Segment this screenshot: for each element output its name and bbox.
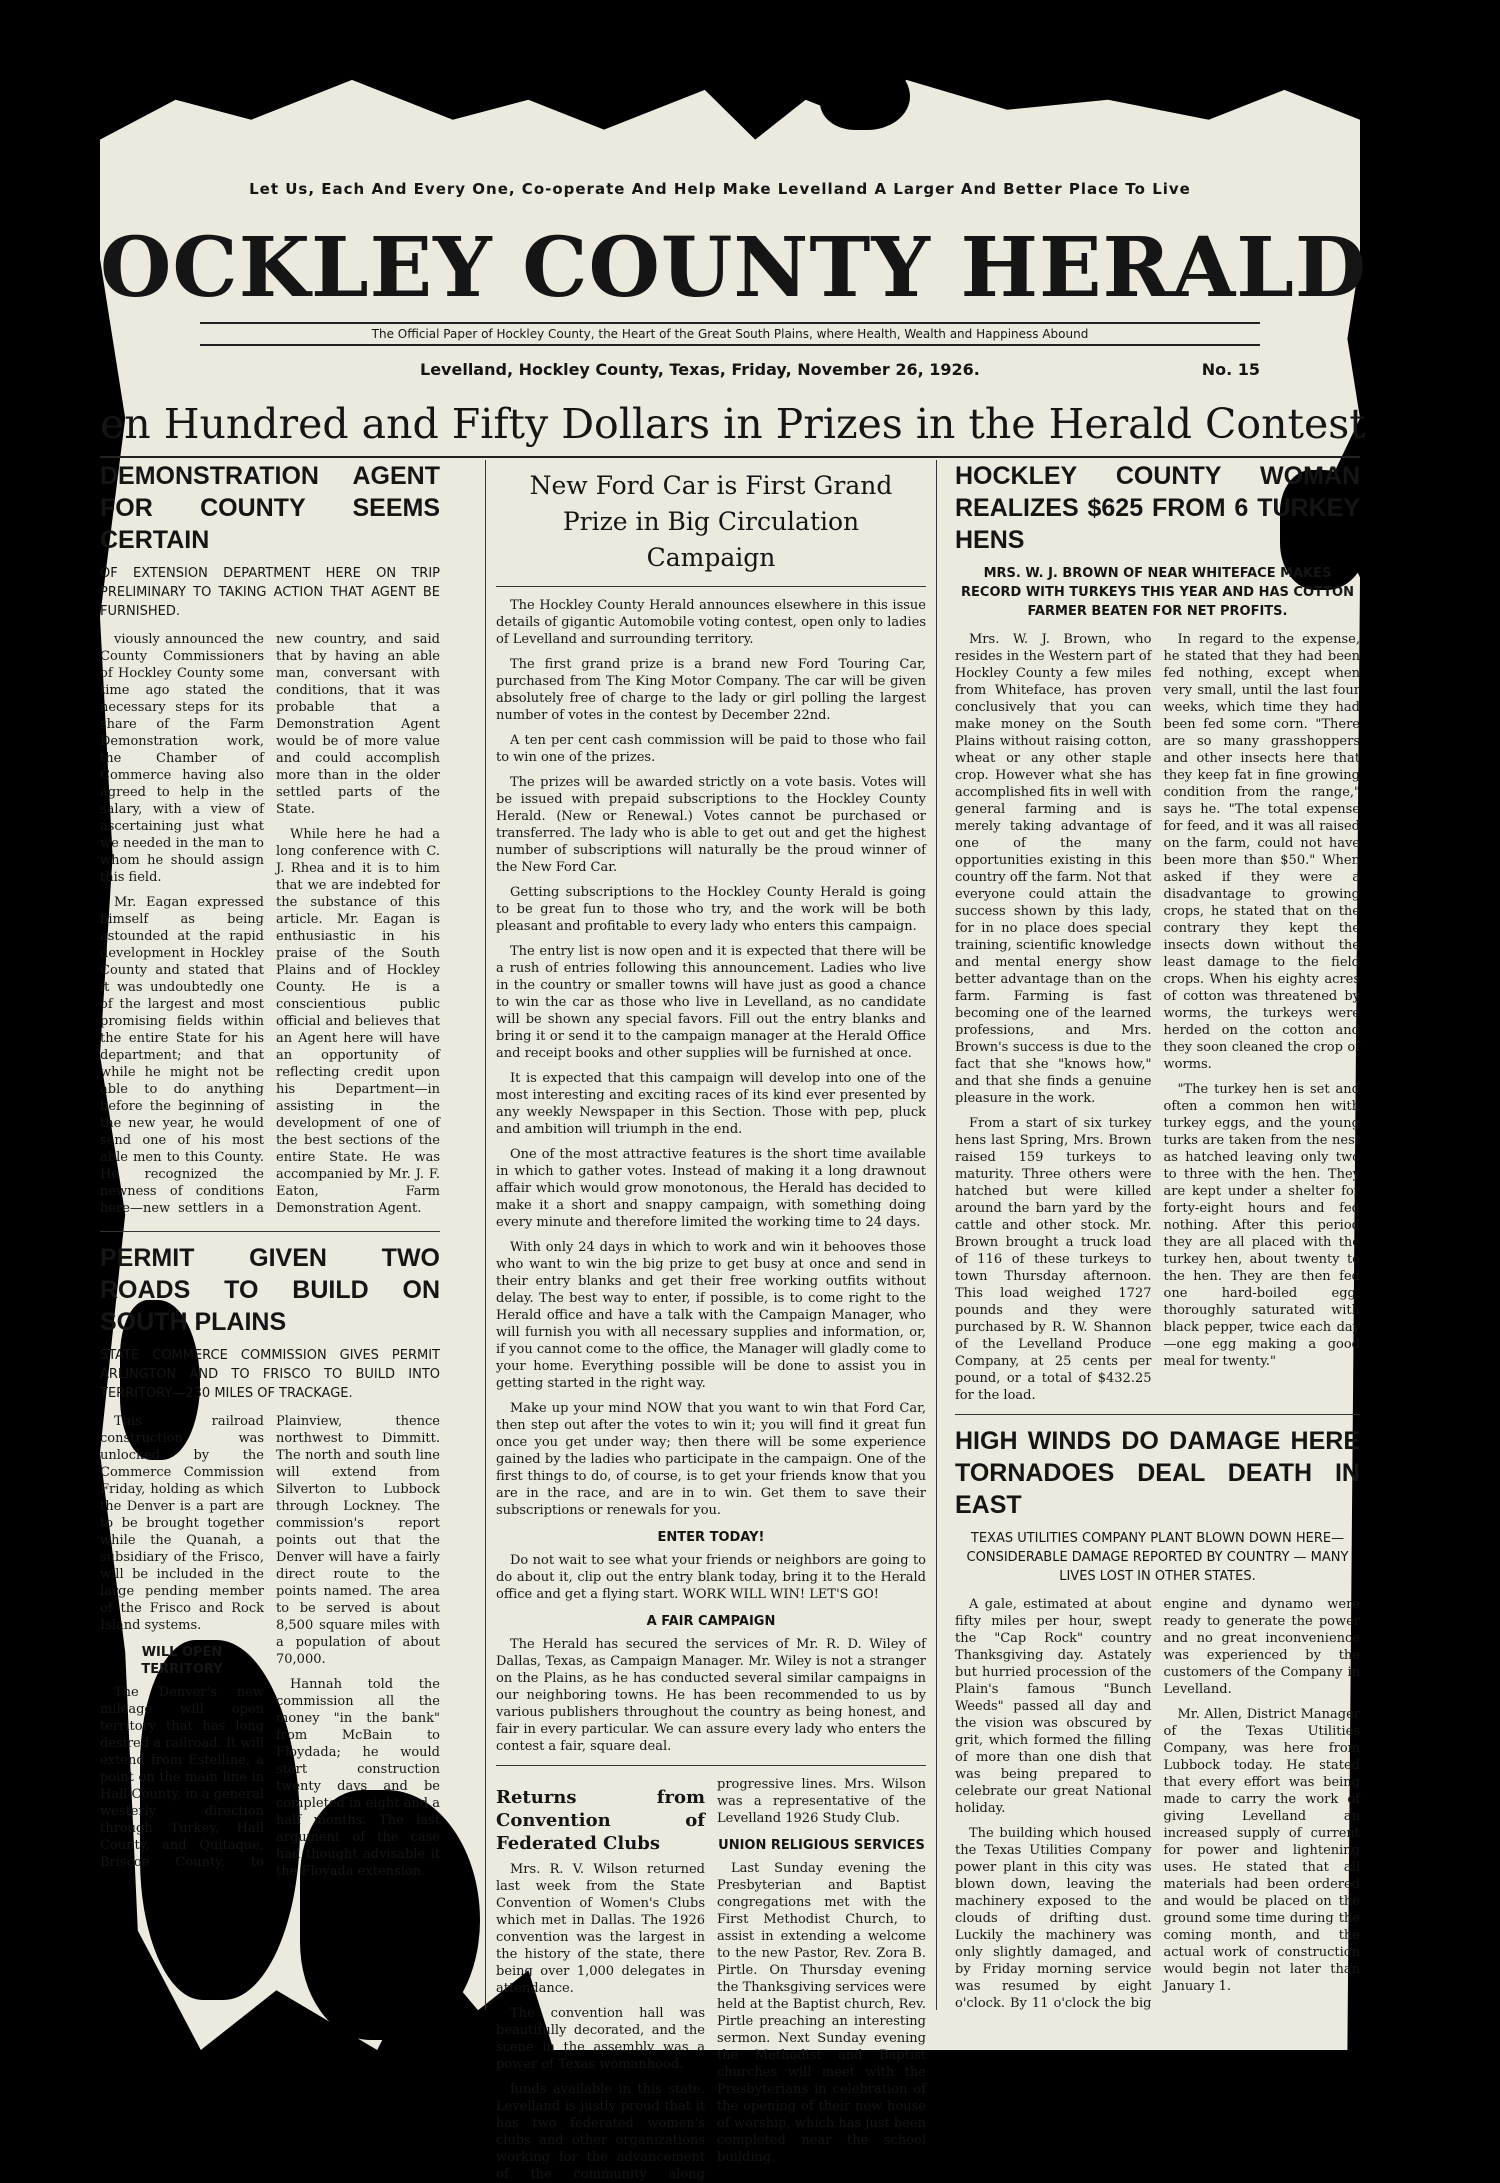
subhead-union-services: UNION RELIGIOUS SERVICES [718, 1838, 925, 1853]
paragraph: The Herald has secured the services of Mr. R. D. Wiley of Dallas, Texas, as Campaign Manager. Mr. Wiley is not a stranger on the Plains, as he has conducted several similar campaigns in our neighboring towns. He has been recommended to us by various publishers throughout the country as being honest, and fair in every particular. We can assure every lady who enters the contest a fair, square deal. [496, 1637, 926, 1754]
paragraph: The convention hall was beautifully decorated, and the scene in the assembly was a power of Texas womanhood. [496, 2006, 705, 2072]
paragraph: Do not wait to see what your friends or neighbors are going to do about it, clip out the entry blank today, bring it to the Herald office and get a flying start. WORK WILL WIN! LET'S GO! [496, 1553, 926, 1602]
paragraph: This railroad construction was unlocked by the Commerce Commission Friday, holding as which the Denver is a part are to be brought together while the Quanah, a subsidiary of the Frisco, will be included in the large pending member of the Frisco and Rock Island systems. [100, 1414, 264, 1633]
column-right [955, 460, 1360, 2010]
column-left [100, 460, 440, 2010]
paragraph: "The turkey hen is set and often a common hen with turkey eggs, and the young turks are taken from the nest as hatched leaving only two to three with the hen. They are kept under a shelter for forty-eight hours and fed nothing. After this period they are all placed with the turkey hen, about twenty to the hen. They are then fed one hard-boiled egg, thoroughly saturated with black pepper, twice each day—one egg making a good meal for twenty." [1163, 1082, 1360, 1369]
paragraph: A gale, estimated at about fifty miles per hour, swept the "Cap Rock" country Thanksgiving day. Astately but hurried procession of the Plain's famous "Bunch Weeds" passed all day and the vision was obscured by grit, which formed the filling of more than one dish that was being prepared to celebrate our great National holiday. [955, 1597, 1152, 1816]
page-content [100, 60, 1367, 2182]
paragraph: The first grand prize is a brand new Ford Touring Car, purchased from The King Motor Company. The car will be given absolutely free of charge to the lady or girl polling the largest number of votes in the contest by December 22nd. [496, 657, 926, 723]
article-high-winds [955, 1596, 1360, 2012]
headline-federated-clubs: Returns from Convention of Federated Clubs [496, 1787, 705, 1854]
subhead-fair-campaign: A FAIR CAMPAIGN [646, 1614, 776, 1629]
masthead-motto: Let Us, Each And Every One, Co-operate And Help Make Levelland A Larger And Better Place To Live [249, 180, 1191, 198]
masthead-title: OCKLEY COUNTY HERALD [100, 220, 1367, 316]
paragraph: In regard to the expense, he stated that they had been fed nothing, except when very small, until the last four weeks, which time they had been fed some corn. "There are so many grasshoppers and other insects here that they keep fat in fine growing condition from the range," says he. "The total expense for feed, and it was all raised on the farm, could not have been more than $50." When asked if they were a disadvantage to growing crops, he stated that on the contrary they kept the insects down without the least damage to the field crops. When his eighty acres of cotton was threatened by worms, the turkeys were herded on the cotton and they soon cleaned the crop of worms. [1163, 632, 1360, 1072]
article-federated-clubs [496, 1776, 926, 2183]
paragraph: The Denver's new mileage will open territory that has long desired a railroad. It will extend from Estelline, a point on the main line in Hall County, in a general westerly direction through Turkey, Hall County, and Quitaque, Briscoe County, to Plainview, thence northwest to Dimmitt. The north and south line will extend from Silverton to Lubbock through Lockney. The commission's report points out that the Denver will have a fairly direct route to the points named. The area to be served is about 8,500 square miles with a population of about 70,000. [100, 1414, 440, 1870]
headline-two-roads: PERMIT GIVEN TWO ROADS TO BUILD ON SOUTH PLAINS [100, 1244, 440, 1336]
paragraph: While here he had a long conference with C. J. Rhea and it is to him that we are indebted for the substance of this article. Mr. Eagan is enthusiastic in his praise of the South Plains and of Hockley County. He is a conscientious public official and believes that an Agent here will have an opportunity of reflecting credit upon his Department—in assisting in the development of one of the best sections of the entire State. He was accompanied by Mr. J. F. Eaton, Farm Demonstration Agent. [276, 827, 440, 1216]
paragraph: It is expected that this campaign will develop into one of the most interesting and exciting races of its kind ever presented by any weekly Newspaper in this Section. Those with pep, pluck and ambition will triumph in the end. [496, 1071, 926, 1137]
paragraph: Getting subscriptions to the Hockley County Herald is going to be great fun to those who try, and the work will be both pleasant and profitable to every lady who enters this campaign. [496, 885, 926, 934]
divider [100, 1231, 440, 1232]
paragraph: The prizes will be awarded strictly on a vote basis. Votes will be issued with prepaid subscriptions to the Hockley County Herald. (New or Renewal.) Votes cannot be purchased or transferred. The lady who is able to get out and get the highest number of subscriptions will naturally be the proud winner of the New Ford Car. [496, 775, 926, 875]
paragraph: Make up your mind NOW that you want to win that Ford Car, then step out after the votes to win it; you will find it great fun once you get under way; then there will be some experience gained by the ladies who participate in the campaign. One of the first things to do, of course, is to get your friends know that you are in the race, and are in to win. Get them to save their subscriptions or renewals for you. [496, 1401, 926, 1518]
divider [496, 586, 926, 587]
paragraph: The building which housed the Texas Utilities Company power plant in this city was blown down, leaving the machinery exposed to the clouds of drifting dust. Luckily the machinery was only slightly damaged, and by Friday morning service was resumed by eight o'clock. By 11 o'clock the big engine and dynamo were ready to generate the power and no great inconvenience was experienced by the customers of the Company in Levelland. [955, 1597, 1360, 2011]
paragraph: viously announced the County Commissioners of Hockley County some time ago stated the necessary steps for its share of the Farm Demonstration work, the Chamber of Commerce having also agreed to help in the salary, with a view of ascertaining just what we needed in the man to whom he should assign this field. [100, 632, 264, 885]
paragraph: From a start of six turkey hens last Spring, Mrs. Brown raised 159 turkeys to maturity. Three others were hatched but were killed around the barn yard by the cattle and other stock. Mr. Brown brought a truck load of 116 of these turkeys to town Thursday afternoon. This load weighed 1727 pounds and they were purchased by R. W. Shannon of the Levelland Produce Company, at 25 cents per pound, or a total of $432.25 for the load. [955, 1116, 1152, 1403]
deck-high-winds: TEXAS UTILITIES COMPANY PLANT BLOWN DOWN HERE—CONSIDERABLE DAMAGE REPORTED BY COUNTRY — MANY LIVES LOST IN OTHER STATES. [966, 1531, 1349, 1584]
deck-demonstration-agent: OF EXTENSION DEPARTMENT HERE ON TRIP PRELIMINARY TO TAKING ACTION THAT AGENT BE FURNISHED. [100, 566, 440, 619]
headline-high-winds: HIGH WINDS DO DAMAGE HERE TORNADOES DEAL DEATH IN EAST [955, 1427, 1360, 1519]
divider [496, 1765, 926, 1766]
paragraph: The Hockley County Herald announces elsewhere in this issue details of gigantic Automobile voting contest, open only to ladies of Levelland and surrounding territory. [496, 598, 926, 647]
banner-headline: en Hundred and Fifty Dollars in Prizes in the Herald Contest [100, 400, 1360, 458]
paragraph: Mrs. R. V. Wilson returned last week from the State Convention of Women's Clubs which met in Dallas. The 1926 convention was the largest in the history of the state, there being over 1,000 delegates in attendance. [496, 1862, 705, 1996]
masthead-tagline: The Official Paper of Hockley County, the Heart of the Great South Plains, where Health, Wealth and Happiness Abound [200, 322, 1260, 346]
dateline-bar [220, 356, 1260, 386]
article-two-roads [100, 1413, 440, 1880]
article-turkey-hens [955, 631, 1360, 1404]
deck-two-roads: STATE COMMERCE COMMISSION GIVES PERMIT ARLINGTON AND TO FRISCO TO BUILD INTO TERRITORY—230 MILES OF TRACKAGE. [100, 1348, 440, 1401]
article-demonstration-agent [100, 631, 440, 1221]
paragraph: Mr. Allen, District Manager of the Texas Utilities Company, was here from Lubbock today. He stated that every effort was being made to carry the work of giving Levelland an increased supply of current for power and lightening uses. He stated that all materials had been ordered and would be placed on the ground some time during the coming month, and the actual work of construction would begin not later than January 1. [1163, 1707, 1360, 1994]
paragraph: Mrs. W. J. Brown, who resides in the Western part of Hockley County a few miles from Whiteface, has proven conclusively that you can make money on the South Plains without raising cotton, wheat or any other staple crop. However what she has accomplished fits in well with general farming and is merely taking advantage of one of the many opportunities existing in this country off the farm. Not that everyone could attain the success shown by this lady, for in no place does special training, scientific knowledge and mental energy show better advantage than on the farm. Farming is fast becoming one of the learned professions, and Mrs. Brown's success is due to the fact that she "knows how," and that she finds a genuine pleasure in the work. [955, 632, 1152, 1106]
paragraph: A ten per cent cash commission will be paid to those who fail to win one of the prizes. [496, 733, 926, 765]
headline-turkey-hens: HOCKLEY COUNTY WOMAN REALIZES $625 FROM 6 TURKEY HENS [955, 462, 1360, 554]
issue-date: Levelland, Hockley County, Texas, Friday, November 26, 1926. [420, 360, 980, 379]
deck-turkey-hens: MRS. W. J. BROWN OF NEAR WHITEFACE MAKES RECORD WITH TURKEYS THIS YEAR AND HAS COTTON FARMER BEATEN FOR NET PROFITS. [961, 566, 1354, 619]
headline-demonstration-agent: DEMONSTRATION AGENT FOR COUNTY SEEMS CERTAIN [100, 462, 440, 554]
subhead-open-territory: WILL OPEN TERRITORY [141, 1645, 223, 1677]
paragraph: The entry list is now open and it is expected that there will be a rush of entries following this announcement. Ladies who live in the country or smaller towns will have just as good a chance to win the car as those who live in Levelland, as no candidate will be shown any special favors. Fill out the entry blanks and bring it or send it to the campaign manager at the Herald Office and receipt books and other supplies will be furnished at once. [496, 944, 926, 1061]
subhead-enter-today: ENTER TODAY! [657, 1530, 765, 1545]
paragraph: Last Sunday evening the Presbyterian and Baptist congregations met with the First Methodist Church, to assist in extending a welcome to the new Pastor, Rev. Zora B. Pirtle. On Thursday evening the Thanksgiving services were held at the Baptist church, Rev. Pirtle preaching an interesting sermon. Next Sunday evening the Methodist and Baptist churches will meet with the Presbyterians in celebration of the opening of their new house of worship, which has just been completed near the school building. [717, 1861, 926, 2165]
paragraph: With only 24 days in which to work and win it behooves those who want to win the big prize to get busy at once and send in their entry blanks and get their free working outfits without delay. The best way to enter, if possible, is to come right to the Herald office and have a talk with the Campaign Manager, who will furnish you with all necessary supplies and information, or, if you cannot come to the office, the Manager will gladly come to your home. Everything possible will be done to assist you in getting started in the right way. [496, 1240, 926, 1391]
headline-ford-car: New Ford Car is First Grand Prize in Big Circulation Campaign [529, 471, 893, 572]
paragraph: Mr. Eagan expressed himself as being astounded at the rapid development in Hockley County and stated that it was undoubtedly one of the largest and most promising fields within the entire State for his department; and that while he might not be able to do anything before the beginning of the new year, he would send one of his most able men to this County. He recognized the newness of conditions here—new settlers in a new country, and said that by having an able man, conversant with conditions, that it was probable that a Demonstration Agent would be of more value and could accomplish more than in the older settled parts of the State. [100, 632, 440, 1216]
issue-number: No. 15 [1201, 360, 1260, 379]
column-center [485, 460, 937, 2182]
divider [955, 1414, 1360, 1415]
paragraph: funds available in this state. Levelland is justly proud that it has two federated women's clubs and other organizations working for the advancement of the community along progressive lines. Mrs. Wilson was a representative of the Levelland 1926 Study Club. [496, 1777, 926, 2182]
paragraph: Hannah told the commission all the money "in the bank" from McBain to Floydada; he would start construction twenty days and be completed in eight and a half months. The last argument of the case had thought advisable it the Floyada extension. [276, 1677, 440, 1879]
paragraph: One of the most attractive features is the short time available in which to gather votes. Instead of making it a long drawnout affair which would grow monotonous, the Herald has decided to make it a short and snappy campaign, with something doing every minute and therefore limited the working time to 24 days. [496, 1147, 926, 1230]
